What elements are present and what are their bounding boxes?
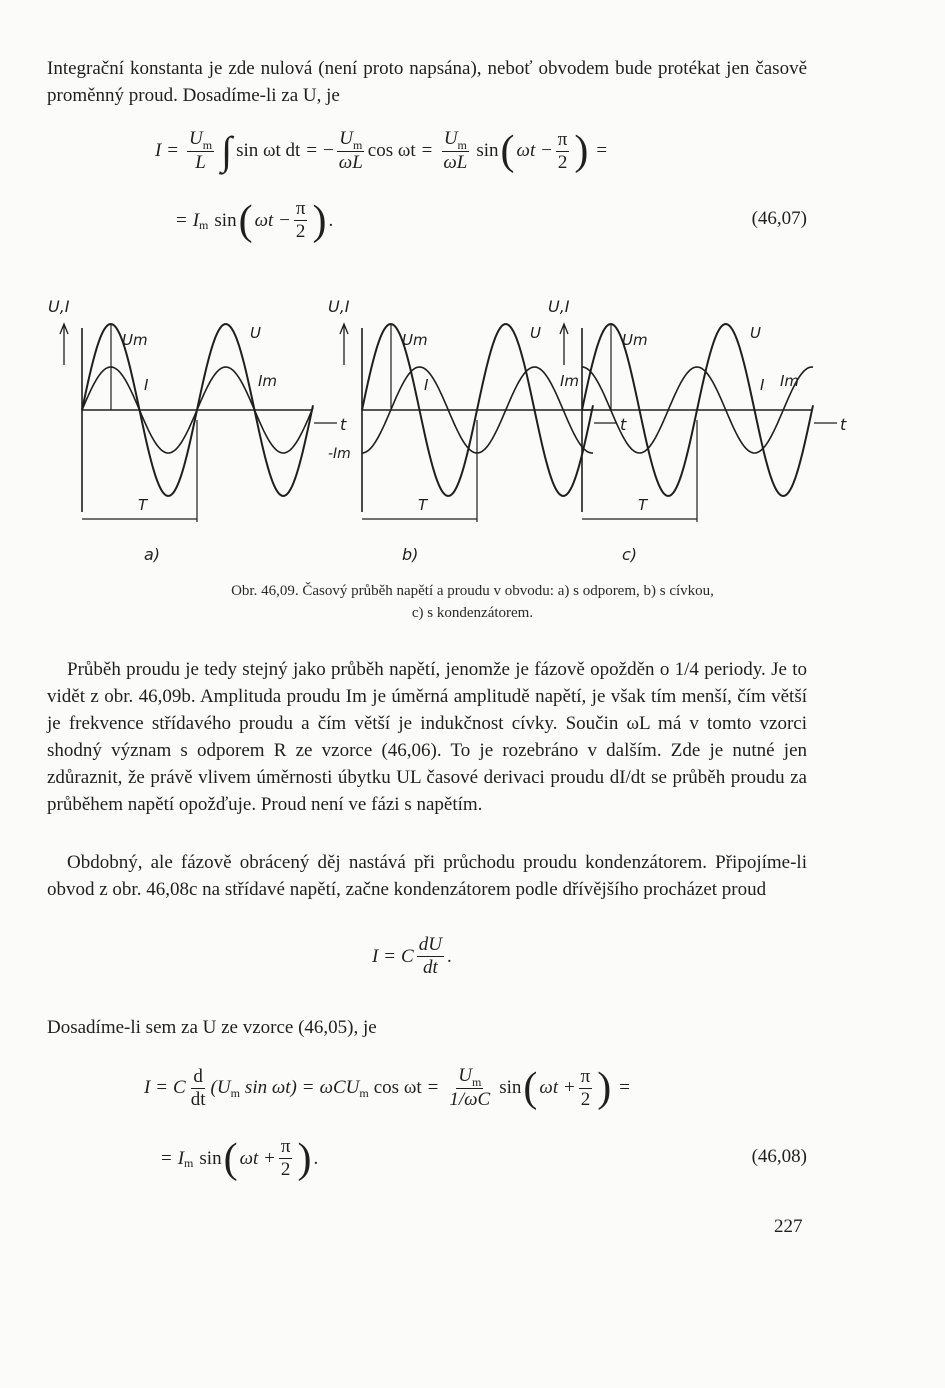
panel-b-t-label: t [620, 415, 627, 434]
equals-sign: = [384, 945, 396, 967]
fraction-pi-over-2 [294, 198, 308, 243]
equation-46-08-line1 [144, 1065, 636, 1111]
fraction-pi-over-2 [279, 1136, 293, 1181]
fraction-Um-over-wL [337, 128, 365, 174]
subscript-m: m [359, 1085, 369, 1100]
symbol-L: L [195, 152, 206, 173]
equals-sign: = [302, 1077, 314, 1098]
term-1-over-wC: 1/ωC [449, 1089, 491, 1110]
term-sin: sin [214, 209, 237, 231]
symbol-wL: ωL [338, 152, 363, 173]
panel-b-period-label: T [418, 496, 428, 514]
term-sin: sin [499, 1077, 522, 1098]
symbol-pi: π [580, 1065, 591, 1087]
panel-a-um-label: Um [122, 331, 148, 349]
term-dt: dt [422, 957, 438, 978]
fraction-d-over-dt [189, 1066, 208, 1111]
fraction-dU-over-dt [417, 934, 444, 979]
subscript-m: m [457, 138, 467, 152]
symbol-C: C [173, 1077, 186, 1098]
term-wCU: ωCU [319, 1077, 360, 1098]
paragraph-capacitor: Obdobný, ale fázově obrácený děj nastává při průchodu proudu kondenzátorem. Připojíme-li obvod z obr. 46,08c na střídavé napětí, začne kondenzátorem podle dřívějšího procházet proud [47, 852, 807, 900]
paren-close: ) [297, 1135, 312, 1182]
caption-line-2: c) s kondenzátorem. [411, 605, 534, 621]
paren-close: ) [574, 128, 589, 174]
panel-c-tag: c) [622, 545, 638, 564]
panel-b-i-label: I [424, 376, 429, 394]
period: . [446, 945, 452, 967]
equation-46-07-line1 [155, 128, 613, 174]
paragraph-intro: Integrační konstanta je zde nulová (není proto napsána), neboť obvodem bude protékat jen časově proměnný proud. Dosadíme-li za U, je [47, 58, 807, 106]
panel-a-u-label: U [250, 324, 261, 342]
fraction-pi-over-2 [579, 1066, 593, 1111]
symbol-U: U [458, 1065, 472, 1086]
equation-number-46-07: (46,07) [751, 208, 807, 229]
equals-sign: = [619, 1077, 630, 1098]
equation-46-07-line2 [170, 198, 333, 243]
term-cos-wt: cos ωt [367, 140, 416, 161]
symbol-wL: ωL [443, 152, 468, 173]
paren-open: ( [523, 1065, 538, 1111]
term-sin: sin [476, 140, 499, 161]
figure-46-09 [0, 290, 945, 570]
symbol-U: U [443, 128, 458, 149]
panel-a-t-label: t [340, 415, 347, 434]
panel-b-im-label: Im [560, 372, 580, 390]
digit-2: 2 [557, 151, 568, 173]
term-sin-wt: sin ωt) [244, 1077, 297, 1098]
page-number: 227 [774, 1216, 803, 1237]
equals-sign: = [306, 140, 318, 161]
paren-open: ( [238, 197, 253, 244]
subscript-m: m [230, 1085, 240, 1100]
equals-sign: = [596, 140, 608, 161]
panel-a-i-label: I [144, 376, 149, 394]
symbol-U: U [189, 128, 203, 149]
panel-a-axis-label: U,I [48, 297, 70, 316]
symbol-pi: π [280, 1136, 291, 1157]
panel-c-axis-label: U,I [548, 297, 570, 316]
equals-sign: = [156, 1077, 168, 1098]
symbol-pi: π [295, 198, 306, 219]
subscript-m: m [202, 138, 213, 152]
symbol-I: I [144, 1077, 151, 1098]
term-sin-wt-dt: sin ωt dt [236, 140, 301, 161]
fraction-Um-over-L [187, 128, 214, 174]
panel-a-tag: a) [144, 545, 161, 564]
equals-sign: = [427, 1077, 439, 1098]
panel-b-tag: b) [402, 545, 419, 564]
panel-c-im-label: Im [780, 372, 800, 390]
panel-b-u-label: U [530, 324, 541, 342]
equation-number-46-08: (46,08) [751, 1146, 807, 1167]
panel-c-u-label: U [750, 324, 761, 342]
paragraph-phase-lag: Průběh proudu je tedy stejný jako průběh napětí, jenomže je fázově opožděn o 1/4 periody. Je to vidět z obr. 46,09b. Amplituda proudu Im je úměrná amplitudě napětí, je však tím menší, čím větší je frekvence střídavého proudu a čím větší je indukčnost cívky. Součin ωL má v tomto vzorci shodný význam s odporem R ze vzorce (46,06). To je rozebráno v dalším. Zde je nutné jen zdůraznit, že právě vlivem úměrnosti úbytku UL časové derivaci proudu dI/dt se průběh proudu za průběhem napětí opožďuje. Proud není ve fázi s napětím. [47, 659, 807, 815]
period: . [328, 209, 334, 231]
term-sin: sin [199, 1147, 222, 1169]
paren-close: ) [312, 197, 327, 244]
term-wt-minus: ωt − [254, 209, 291, 231]
digit-2: 2 [280, 1159, 291, 1180]
paren-open: ( [223, 1135, 238, 1182]
equals-sign: = [421, 140, 433, 161]
paragraph-substitute: Dosadíme-li sem za U ze vzorce (46,05), je [47, 1017, 377, 1038]
panel-c-t-label: t [840, 415, 847, 434]
symbol-U: U [339, 128, 353, 149]
digit-2: 2 [580, 1088, 591, 1110]
term-d: d [193, 1065, 203, 1087]
panel-c-i-label: I [760, 376, 765, 394]
panel-b-um-label: Um [402, 331, 428, 349]
symbol-pi: π [557, 128, 568, 150]
term-paren-U: (U [210, 1077, 231, 1098]
symbol-I: I [155, 140, 162, 161]
digit-2: 2 [295, 221, 306, 242]
panel-b-axis-label: U,I [328, 297, 350, 316]
equation-46-08-line2 [155, 1136, 318, 1181]
period: . [313, 1147, 319, 1169]
minus-sign: − [323, 140, 334, 161]
equals-sign: = [176, 209, 187, 231]
panel-c-period-label: T [638, 496, 648, 514]
subscript-m: m [471, 1075, 482, 1089]
symbol-C: C [401, 945, 414, 967]
term-wt-plus: ωt + [539, 1077, 576, 1098]
subscript-m: m [184, 1156, 194, 1170]
symbol-I: I [192, 209, 200, 231]
subscript-m: m [199, 218, 209, 232]
caption-line-1: Obr. 46,09. Časový průběh napětí a proudu v obvodu: a) s odporem, b) s cívkou, [231, 583, 714, 599]
term-dt: dt [190, 1088, 206, 1110]
term-wt-plus: ωt + [239, 1147, 276, 1169]
equals-sign: = [161, 1147, 172, 1169]
panel-a-im-label: Im [258, 372, 278, 390]
paren-open: ( [500, 128, 515, 174]
term-cos-wt: cos ωt [373, 1077, 422, 1098]
paren-close: ) [597, 1065, 612, 1111]
symbol-I: I [177, 1147, 185, 1169]
term-wt-minus: ωt − [516, 140, 553, 161]
fraction-Um-over-1-wC [447, 1065, 492, 1111]
panel-a-neg-im-label: -Im [328, 446, 351, 462]
equation-capacitor-current [372, 934, 452, 979]
panel-c-um-label: Um [622, 331, 648, 349]
figure-caption [0, 580, 945, 624]
integral-sign: ∫ [221, 128, 233, 173]
panel-a-period-label: T [138, 496, 148, 514]
fraction-Um-over-wL-2 [441, 128, 469, 174]
term-dU: dU [418, 934, 442, 955]
subscript-m: m [352, 138, 363, 152]
equals-sign: = [167, 140, 179, 161]
symbol-I: I [372, 945, 379, 967]
fraction-pi-over-2 [556, 129, 570, 174]
